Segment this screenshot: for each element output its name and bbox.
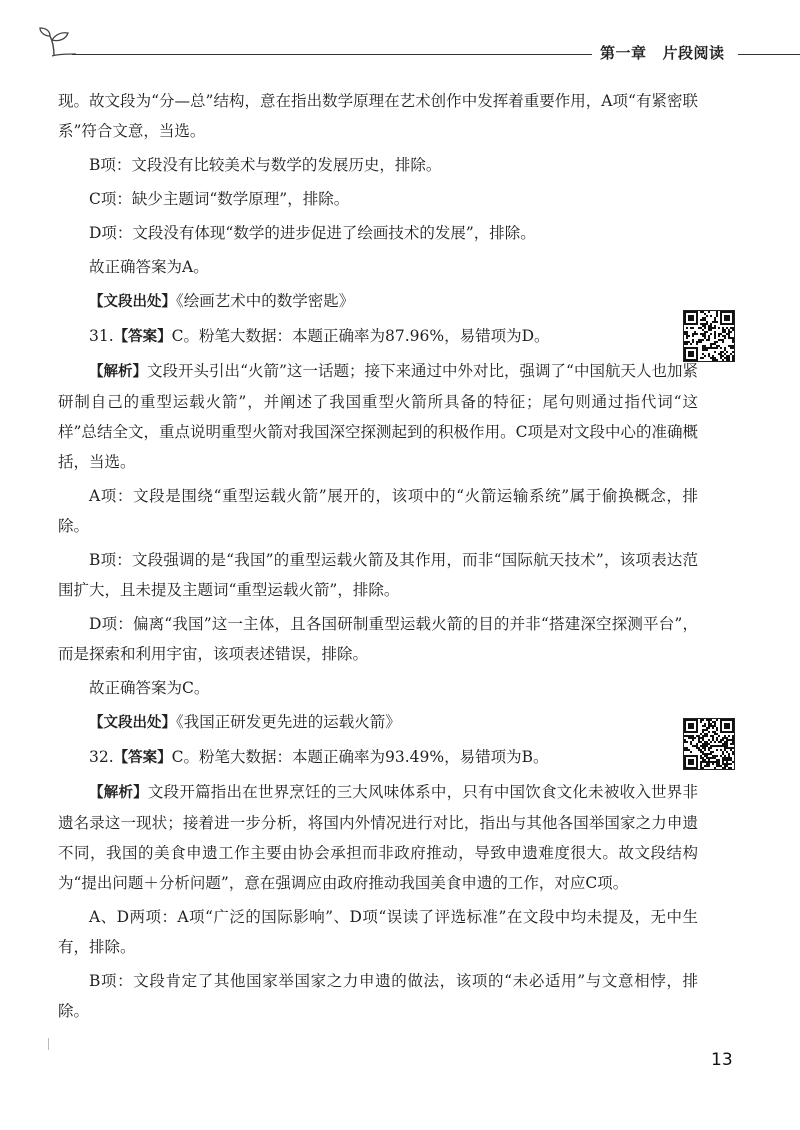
paragraph-text: C项：缺少主题词“数学原理”，排除。 xyxy=(89,190,350,208)
paragraph-text: 故正确答案为A。 xyxy=(89,258,209,276)
paragraph-text: A、D两项：A项“广泛的国际影响”、D项“误读了评选标准”在文段中均未提及，无中生有，排除。 xyxy=(58,908,698,956)
paragraph-text: C。粉笔大数据：本题正确率为87.96%，易错项为D。 xyxy=(171,327,550,345)
qr-code-icon xyxy=(684,719,734,769)
paragraph xyxy=(58,966,698,1026)
paragraph-text: D项：文段没有体现“数学的进步促进了绘画技术的发展”，排除。 xyxy=(89,224,536,242)
question-number: 32. xyxy=(89,748,114,766)
page-number: 13 xyxy=(711,1050,733,1070)
paragraph-text: 文段开篇指出在世界烹饪的三大风味体系中，只有中国饮食文化未被收入世界非遗名录这一现状；接着进一步分析，将国内外情况进行对比，指出与其他各国举国家之力申遗不同，我国的美食申遗工作主要由协会承担而非政府推动，导致申遗难度很大。故文段结构为“提出问题＋分析问题”，意在强调应由政府推动我国美食申遗的工作，对应C项。 xyxy=(58,783,699,892)
paragraph xyxy=(58,545,698,605)
section-label: 【答案】 xyxy=(113,750,172,766)
paragraph xyxy=(58,609,698,669)
header-rule-left xyxy=(72,54,592,55)
paragraph-text: B项：文段肯定了其他国家举国家之力申遗的做法，该项的“未必适用”与文意相悖，排除。 xyxy=(58,972,698,1020)
section-label: 【答案】 xyxy=(113,329,172,345)
header-rule-right xyxy=(738,54,800,55)
margin-mark xyxy=(48,1038,49,1050)
section-label: 【解析】 xyxy=(89,785,148,801)
paragraph-text: 现。故文段为“分—总”结构，意在指出数学原理在艺术创作中发挥着重要作用，A项“有紧密联系”符合文意，当选。 xyxy=(58,92,698,140)
qr-code-32[interactable] xyxy=(683,718,735,770)
question-number: 31. xyxy=(89,327,114,345)
paragraph xyxy=(58,902,698,962)
section-label: 片段阅读 xyxy=(662,44,725,62)
paragraph xyxy=(58,150,698,180)
paragraph-text: 故正确答案为C。 xyxy=(89,679,210,697)
paragraph xyxy=(58,356,698,477)
page-header xyxy=(0,0,800,70)
paragraph xyxy=(58,707,698,738)
paragraph xyxy=(58,252,698,282)
paragraph-text: 《绘画艺术中的数学密匙》 xyxy=(176,292,355,310)
paragraph xyxy=(58,742,698,773)
chapter-heading xyxy=(600,42,725,63)
section-label: 【解析】 xyxy=(89,364,148,380)
paragraph xyxy=(58,673,698,703)
paragraph-text: D项：偏离“我国”这一主体，且各国研制重型运载火箭的目的并非“搭建深空探测平台”，而是探索和利用宇宙，该项表述错误，排除。 xyxy=(58,615,698,663)
paragraph-text: C。粉笔大数据：本题正确率为93.49%，易错项为B。 xyxy=(171,748,549,766)
paragraph-text: 《我国正研发更先进的运载火箭》 xyxy=(176,713,401,731)
qr-code-31[interactable] xyxy=(683,310,735,362)
paragraph xyxy=(58,218,698,248)
paragraph xyxy=(58,86,698,146)
paragraph xyxy=(58,184,698,214)
paragraph xyxy=(58,286,698,317)
section-label: 【文段出处】 xyxy=(89,294,176,310)
paragraph xyxy=(58,481,698,541)
section-label: 【文段出处】 xyxy=(89,715,176,731)
paragraph xyxy=(58,777,698,898)
paragraph-text: B项：文段没有比较美术与数学的发展历史，排除。 xyxy=(89,156,442,174)
paragraph-text: A项：文段是围绕“重型运载火箭”展开的，该项中的“火箭运输系统”属于偷换概念，排除。 xyxy=(58,487,698,535)
chapter-label: 第一章 xyxy=(600,44,647,62)
paragraph xyxy=(58,321,698,352)
qr-code-icon xyxy=(684,311,734,361)
paragraph-text: B项：文段强调的是“我国”的重型运载火箭及其作用，而非“国际航天技术”，该项表达范围扩大，且未提及主题词“重型运载火箭”，排除。 xyxy=(58,551,698,599)
paragraph-text: 文段开头引出“火箭”这一话题；接下来通过中外对比，强调了“中国航天人也加紧研制自己的重型运载火箭”，并阐述了我国重型火箭所具备的特征；尾句则通过指代词“这样”总结全文，重点说明重型火箭对我国深空探测起到的积极作用。C项是对文段中心的准确概括，当选。 xyxy=(58,362,699,471)
page-body xyxy=(58,86,698,1030)
